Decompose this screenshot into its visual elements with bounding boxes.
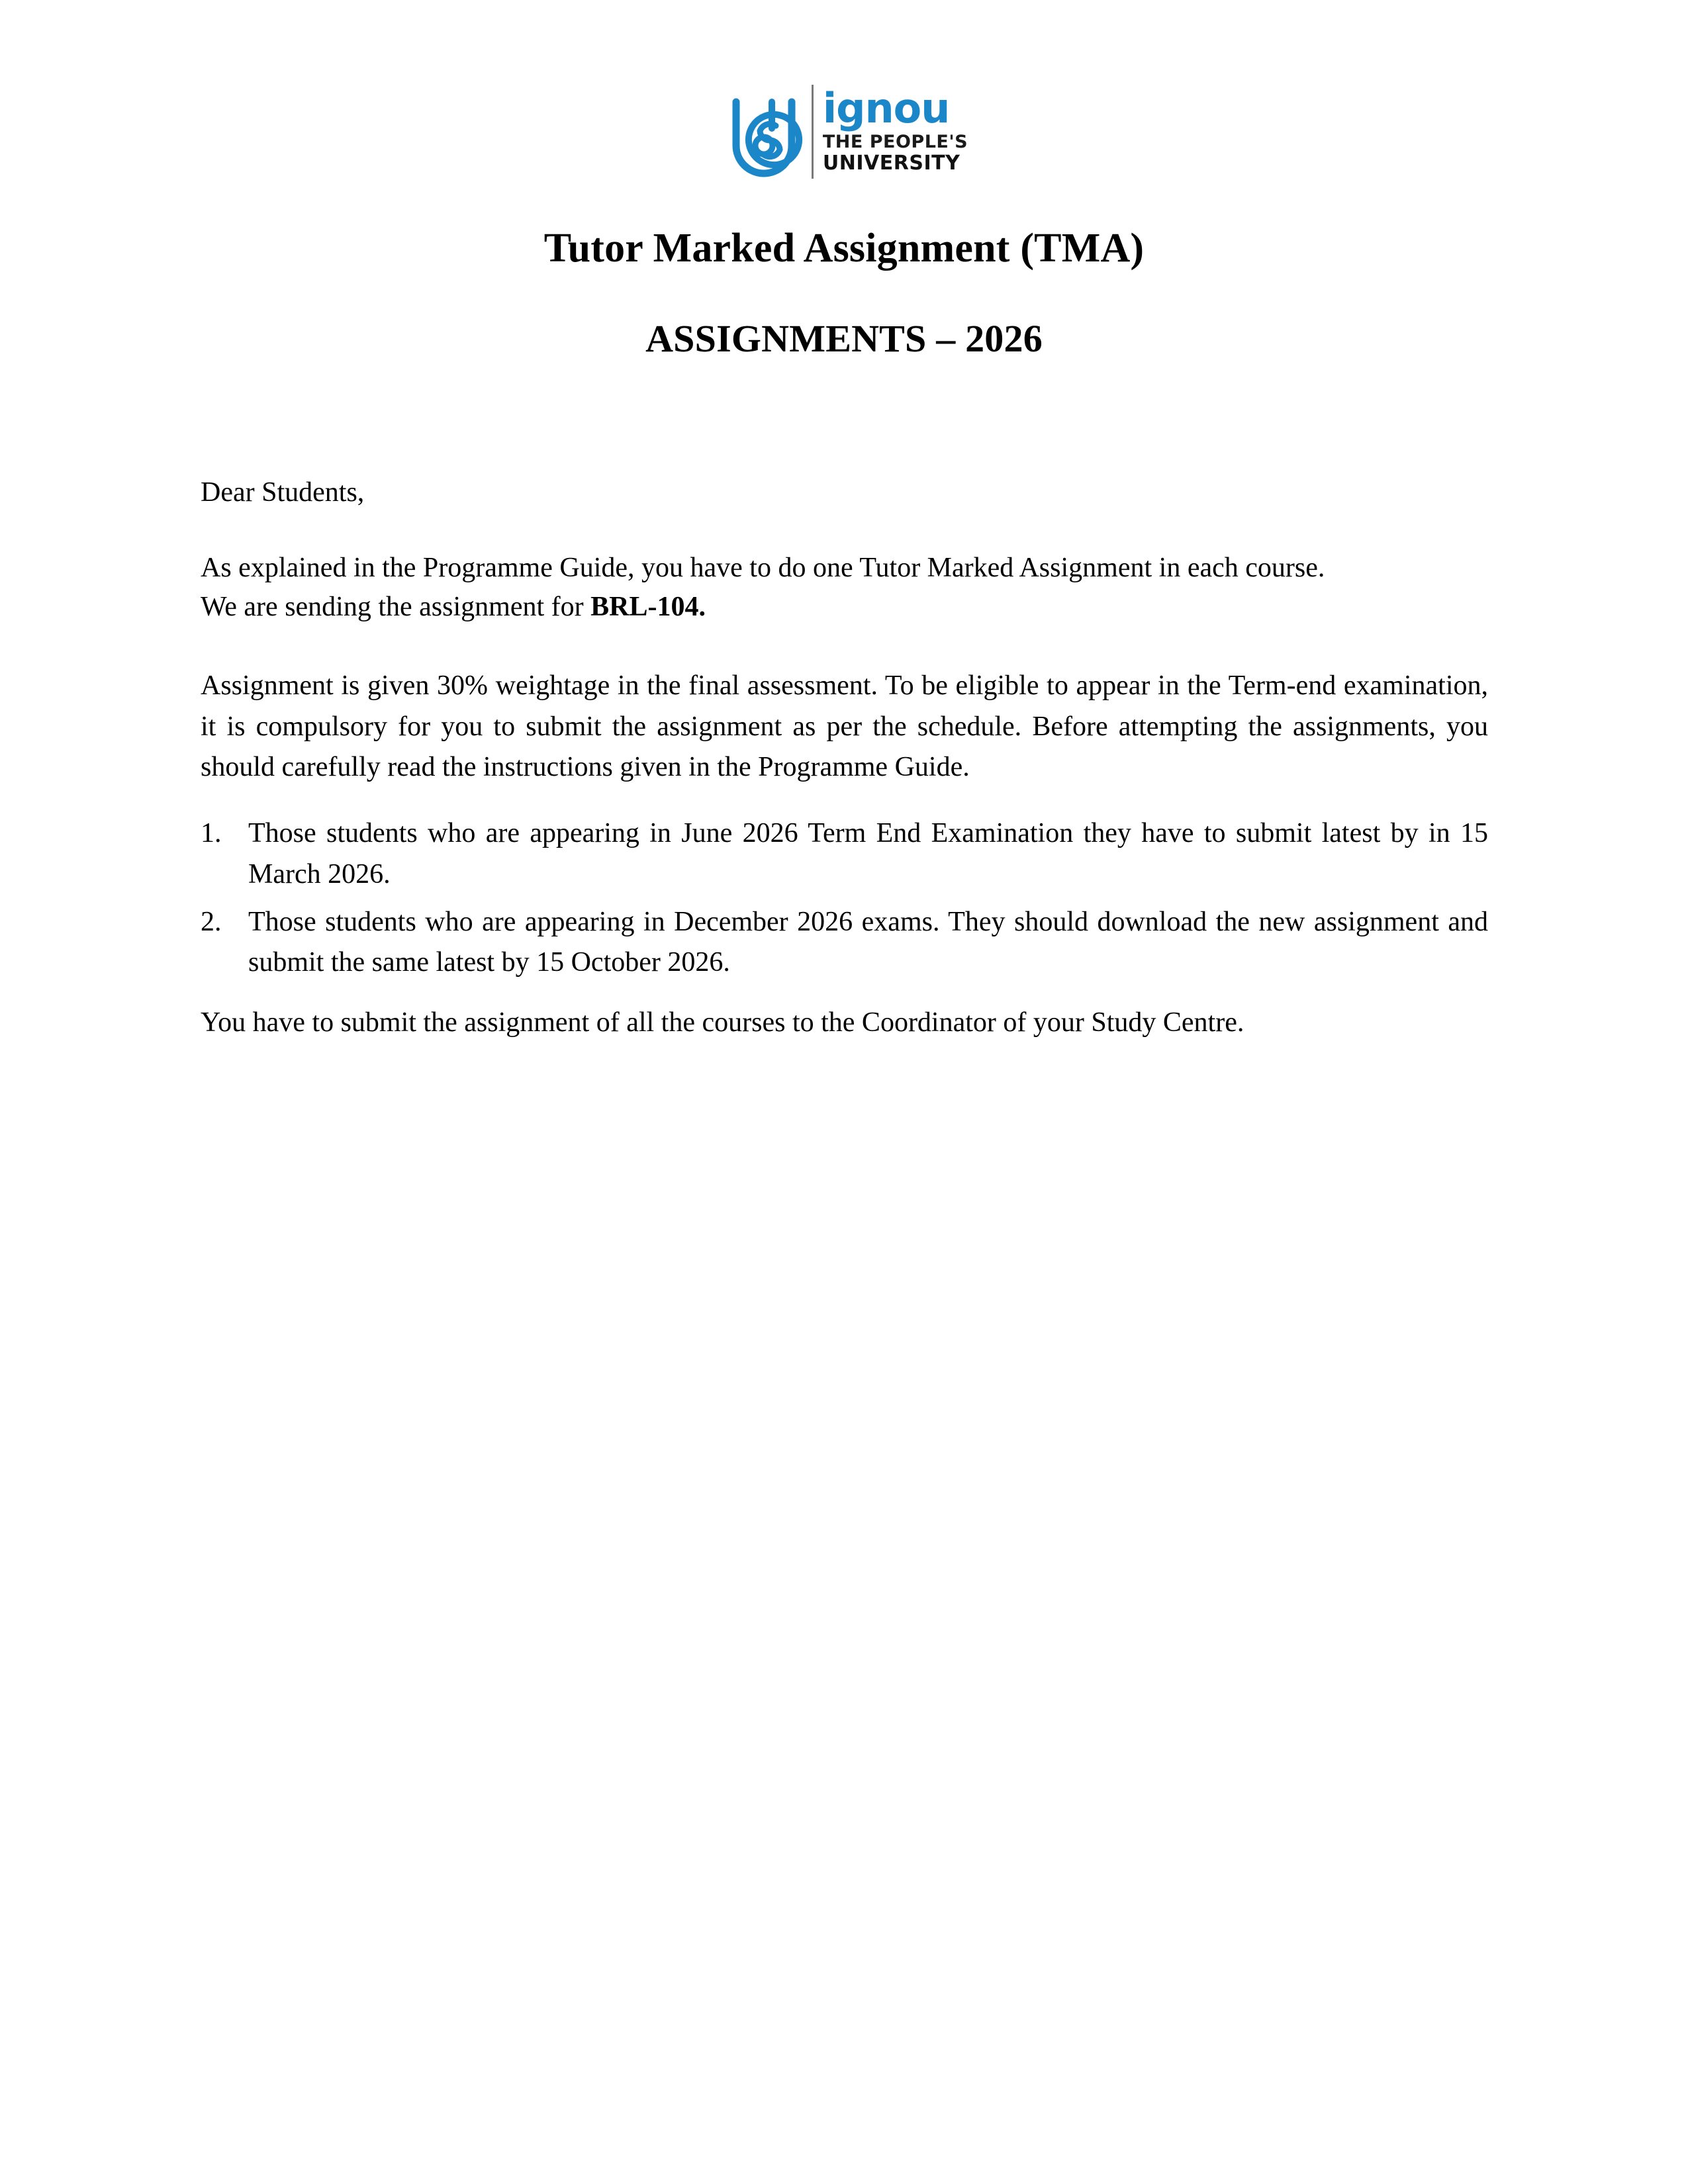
list-item-text: Those students who are appearing in December 2026 exams. They should download the new assignment and submit the same latest by 15 October 2026. [248, 906, 1488, 978]
list-item-number: 1. [201, 818, 222, 849]
closing-paragraph: You have to submit the assignment of all the courses to the Coordinator of your Study Centre. [201, 1007, 1244, 1038]
ignou-logo [720, 85, 968, 179]
document-header-logo [0, 85, 1688, 179]
logo-tagline-line-2: UNIVERSITY [822, 151, 961, 175]
document-body [201, 473, 1488, 1043]
page-subtitle: ASSIGNMENTS – 2026 [645, 317, 1043, 360]
ignou-spiral-icon [720, 85, 808, 179]
list-item [201, 813, 1488, 895]
list-item-number: 2. [201, 906, 222, 937]
page-title: Tutor Marked Assignment (TMA) [543, 226, 1145, 271]
logo-divider [812, 85, 814, 179]
logo-wordmark: ignou [822, 83, 950, 132]
weightage-paragraph: Assignment is given 30% weightage in the final assessment. To be eligible to appear in the Term-end examination, it is compulsory for you to submit the assignment as per the schedule. Before attempting the assignments, you should carefully read the instructions given in the Programme Guide. [201, 670, 1488, 783]
intro-paragraph: As explained in the Programme Guide, you have to do one Tutor Marked Assignment in each course. [201, 552, 1325, 583]
list-item-text: Those students who are appearing in June 2026 Term End Examination they have to submit latest by in 15 March 2026. [248, 818, 1488, 889]
submission-rules-list [201, 813, 1488, 983]
logo-text-block [823, 85, 968, 179]
list-item [201, 902, 1488, 983]
sending-prefix-text: We are sending the assignment for [201, 592, 591, 623]
salutation-text: Dear Students, [201, 477, 365, 508]
logo-tagline-line-1: THE PEOPLE'S [822, 131, 968, 152]
course-code-label: BRL-104. [590, 592, 706, 623]
course-sending-paragraph [201, 588, 1488, 627]
